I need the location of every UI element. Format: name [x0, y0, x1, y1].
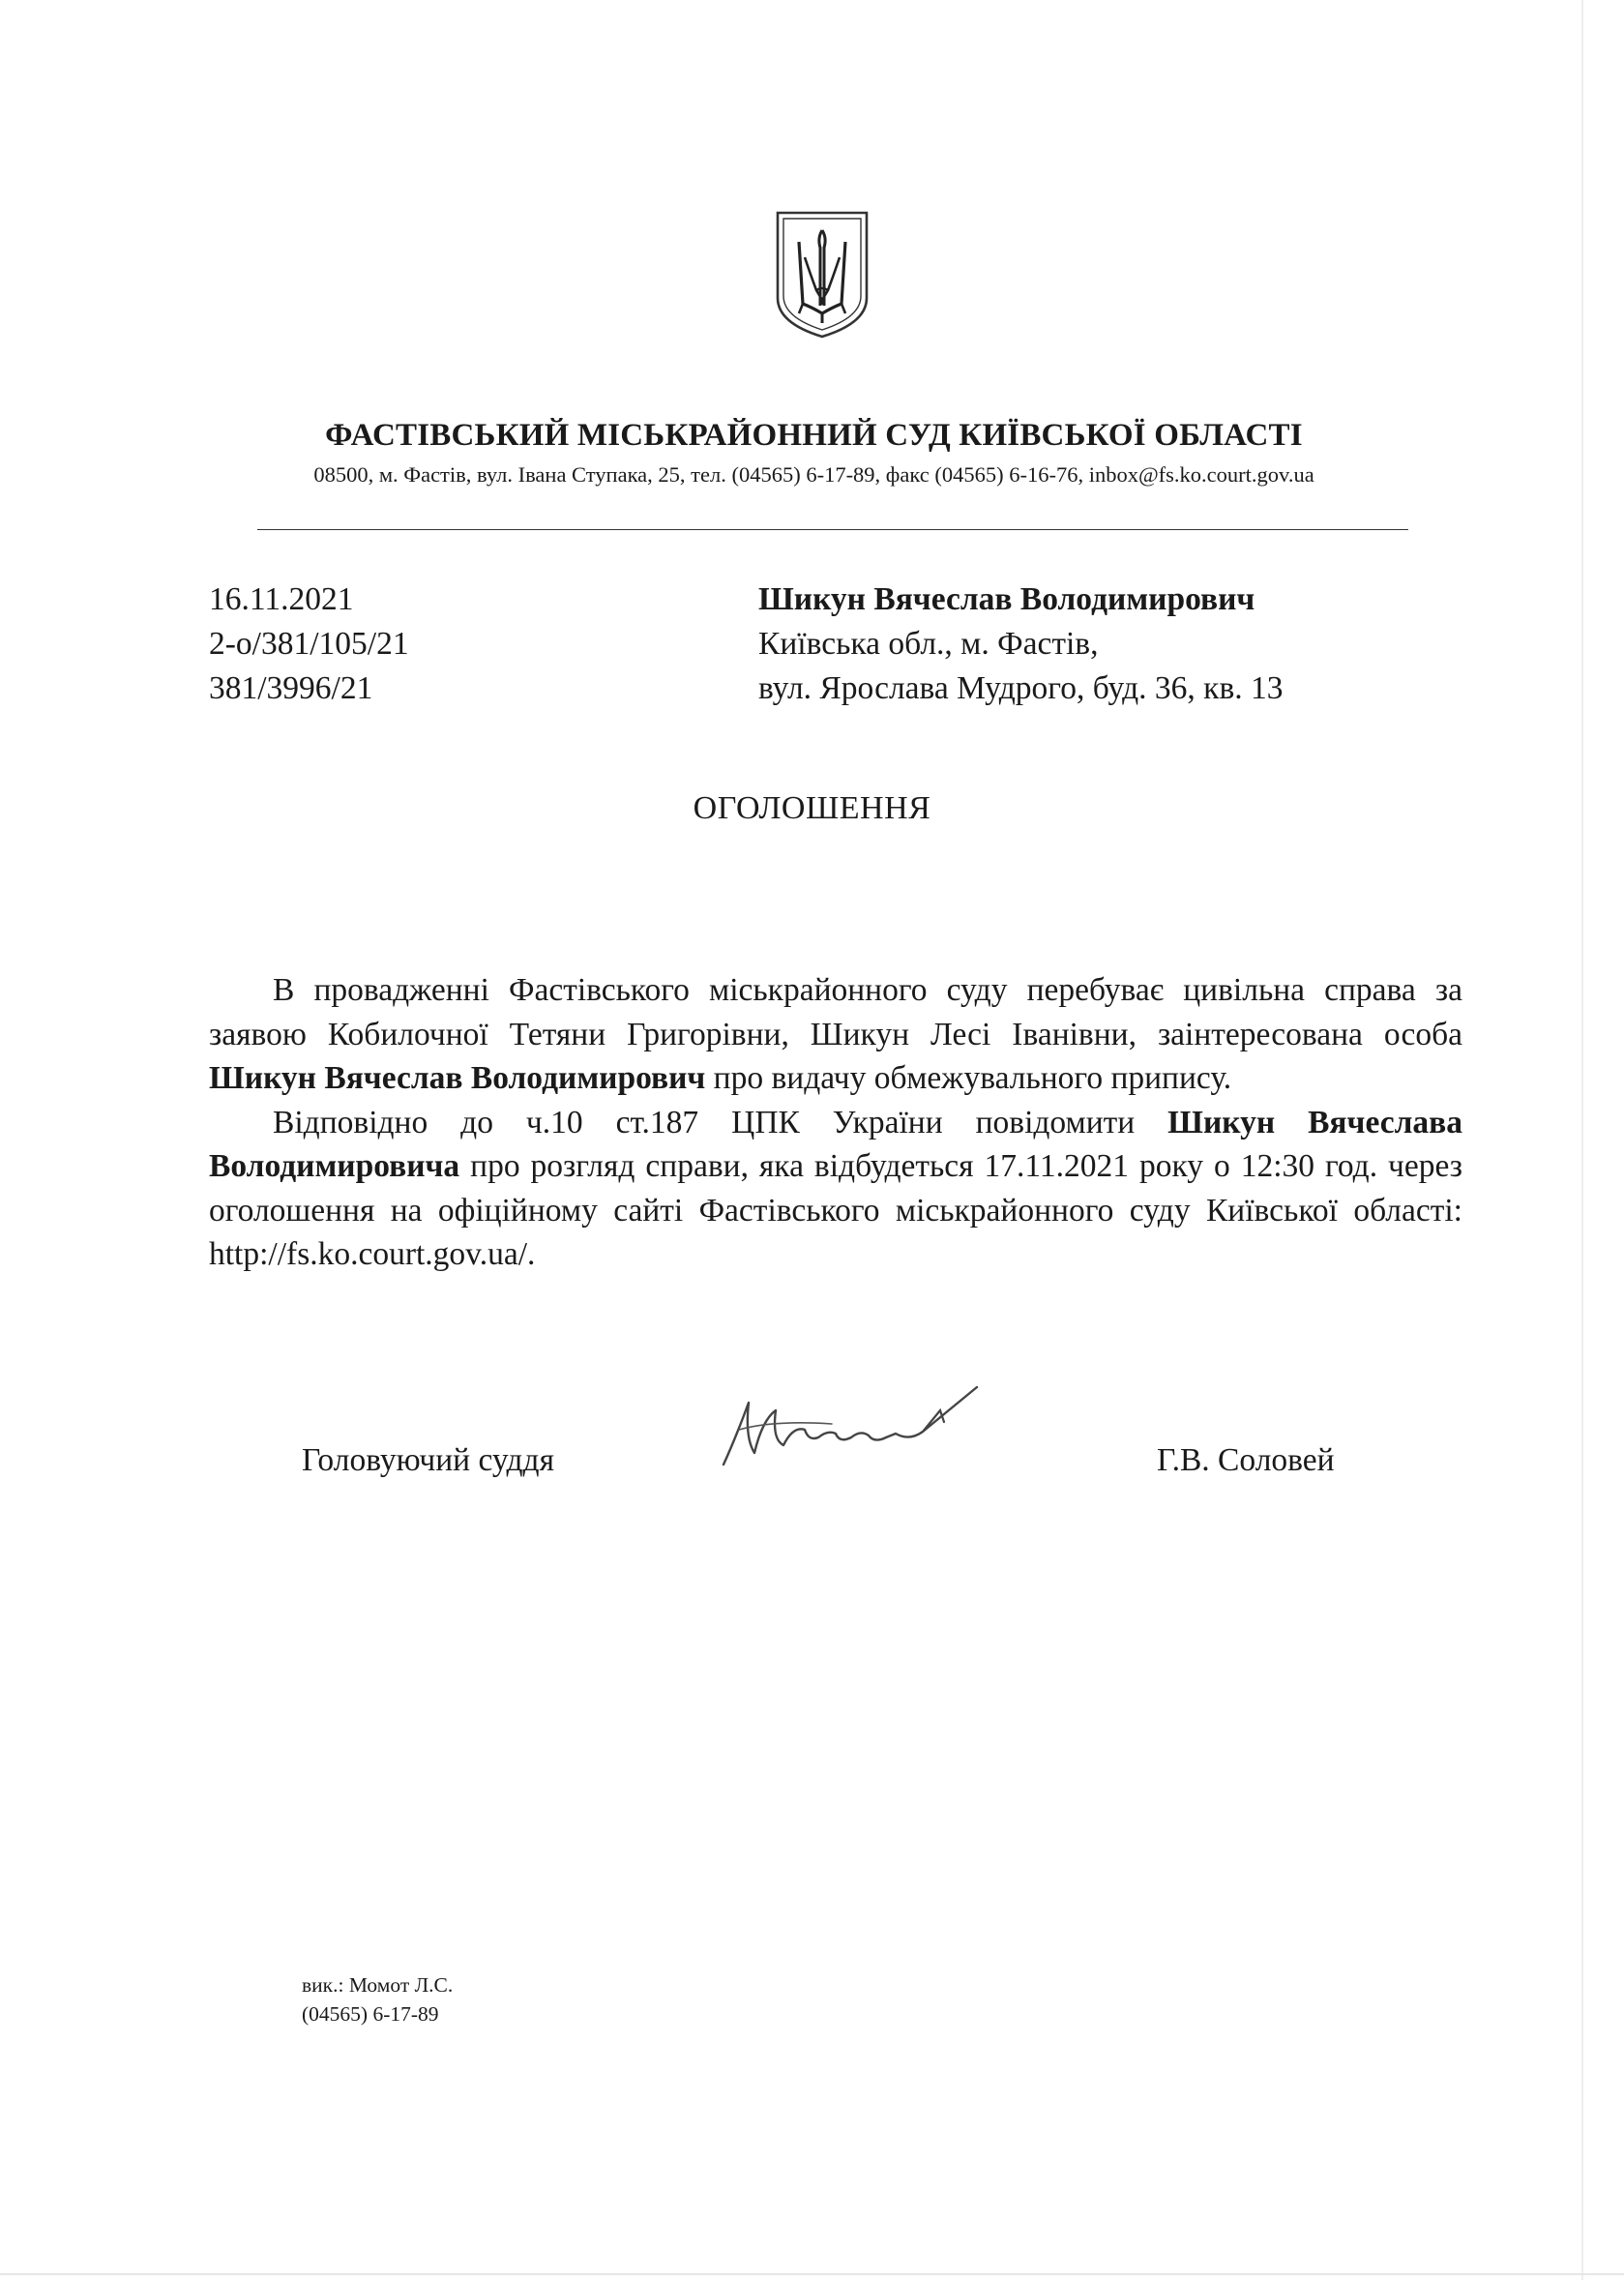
paragraph-2: Відповідно до ч.10 ст.187 ЦПК України повідомити Шикун Вячеслава Володимировича про розгляд справи, яка відбудеться 17.11.2021 року о 12:30 год. через оголошення на офіційному сайті Фастівського міськрайонного суду Київської області: http://fs.ko.court.gov.ua/.: [209, 1104, 1462, 1272]
document-date: 16.11.2021: [209, 581, 354, 617]
executor-name: вик.: Момот Л.С.: [302, 1973, 454, 1997]
scan-edge-right: [1581, 0, 1583, 2280]
announcement-body: [209, 968, 1462, 1277]
paragraph-1: В провадженні Фастівського міськрайонного суду перебуває цивільна справа за заявою Кобилочної Тетяни Григорівни, Шикун Лесі Іванівни, заінтересована особа Шикун Вячеслав Володимирович про видачу обмежувального припису.: [209, 972, 1462, 1096]
registration-number: 381/3996/21: [209, 670, 373, 706]
court-name: ФАСТІВСЬКИЙ МІСЬКРАЙОННИЙ СУД КИЇВСЬКОЇ ОБЛАСТІ: [325, 418, 1303, 453]
court-contacts: 08500, м. Фастів, вул. Івана Ступака, 25, тел. (04565) 6-17-89, факс (04565) 6-16-76, inbox@fs.ko.court.gov.ua: [313, 462, 1314, 487]
document-title: ОГОЛОШЕННЯ: [693, 790, 931, 826]
addressee-address-line2: вул. Ярослава Мудрого, буд. 36, кв. 13: [758, 670, 1284, 706]
executor-block: [302, 1970, 453, 2028]
addressee-name: Шикун Вячеслав Володимирович: [758, 581, 1255, 617]
document-references: [209, 577, 409, 711]
executor-phone: (04565) 6-17-89: [302, 2002, 439, 2026]
coat-of-arms-icon: [774, 209, 871, 341]
header-divider: [257, 529, 1408, 530]
scan-edge-bottom: [0, 2273, 1624, 2275]
addressee-block: [758, 577, 1284, 711]
notified-person-name: Шикун Вячеслава Володимировича: [209, 1104, 1462, 1184]
interested-person-name: Шикун Вячеслав Володимирович: [209, 1060, 706, 1096]
case-number: 2-о/381/105/21: [209, 626, 409, 662]
signatory-role: Головуючий суддя: [302, 1442, 555, 1478]
signatory-name: Г.В. Соловей: [1157, 1442, 1335, 1478]
addressee-address-line1: Київська обл., м. Фастів,: [758, 626, 1099, 662]
handwritten-signature: [716, 1381, 996, 1468]
